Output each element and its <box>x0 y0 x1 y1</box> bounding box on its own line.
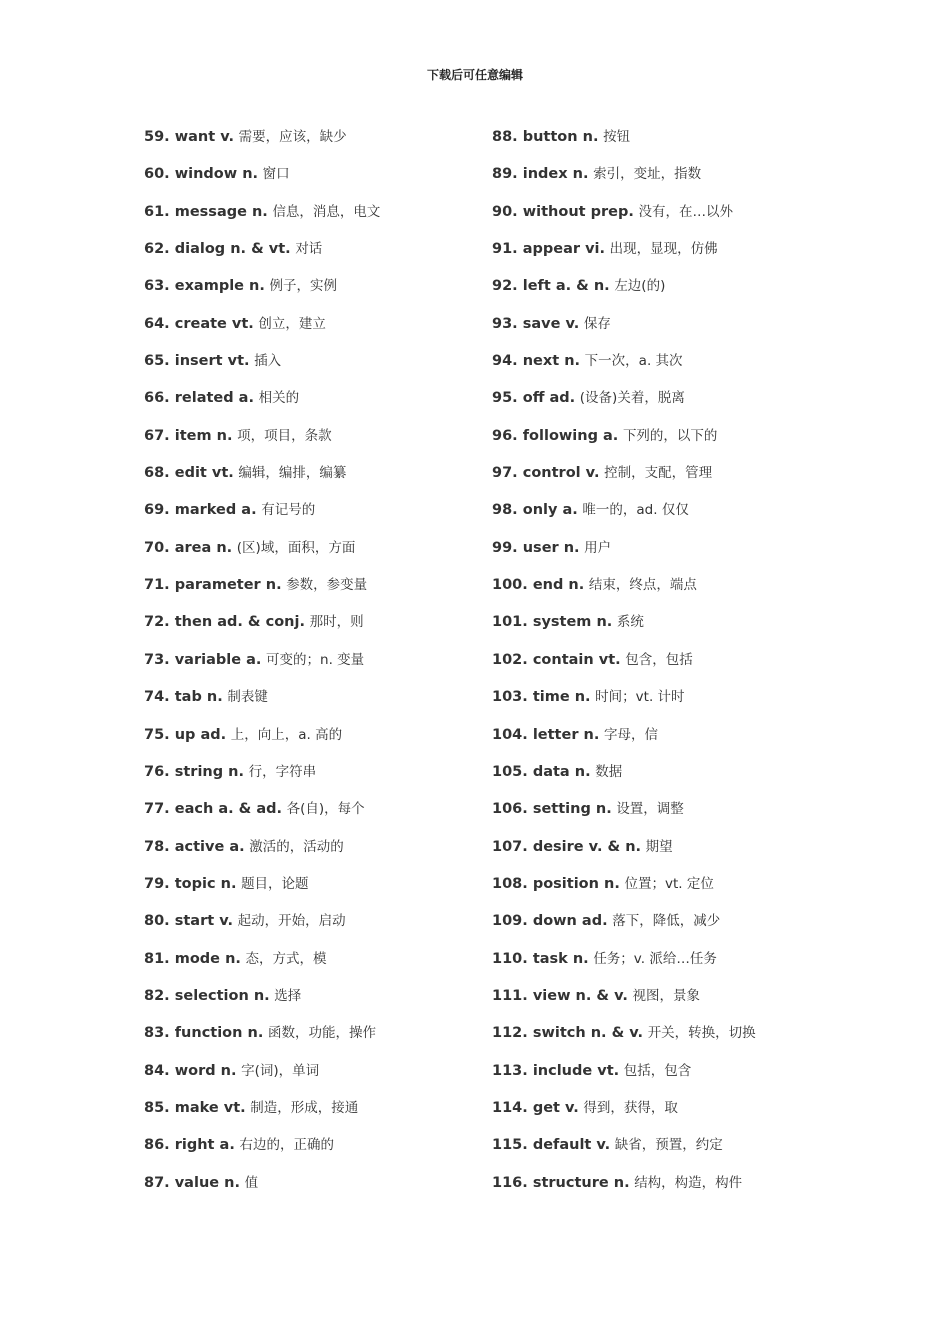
vocab-meaning: 任务；v. 派给…任务 <box>593 950 717 967</box>
vocab-meaning: 可变的；n. 变量 <box>266 651 365 668</box>
vocab-meaning: (区)域，面积，方面 <box>236 539 356 556</box>
vocab-meaning: 包括，包含 <box>623 1062 692 1079</box>
vocab-meaning: 下一次，a. 其次 <box>584 353 683 370</box>
vocab-word: 116. structure n. <box>492 1174 630 1191</box>
vocab-entry <box>144 277 484 314</box>
vocab-meaning: 落下，降低，减少 <box>612 913 721 930</box>
vocab-entry <box>144 987 484 1024</box>
vocab-word: 109. down ad. <box>492 913 608 930</box>
vocab-meaning: 缺省，预置，约定 <box>614 1137 723 1154</box>
vocab-meaning: 各(自)，每个 <box>286 801 365 818</box>
vocab-meaning: 出现，显现，仿佛 <box>609 241 718 258</box>
vocab-meaning: 激活的，活动的 <box>249 838 344 855</box>
vocab-entry <box>492 165 812 202</box>
vocab-meaning: 需要，应该，缺少 <box>238 129 347 145</box>
vocab-meaning: 起动，开始，启动 <box>237 913 346 930</box>
vocab-meaning: 有记号的 <box>261 502 316 519</box>
vocab-word: 67. item n. <box>144 427 233 444</box>
vocab-meaning: 制造，形成，接通 <box>250 1099 359 1116</box>
vocab-meaning: 唯一的，ad. 仅仅 <box>582 502 689 519</box>
vocab-entry <box>492 501 812 538</box>
vocab-word: 86. right a. <box>144 1137 235 1154</box>
vocab-entry <box>492 277 812 314</box>
vocab-entry <box>492 912 812 949</box>
vocab-word: 71. parameter n. <box>144 577 282 594</box>
vocab-entry <box>492 1024 812 1061</box>
vocab-entry <box>144 427 484 464</box>
vocab-meaning: 得到，获得，取 <box>583 1099 678 1116</box>
vocab-word: 82. selection n. <box>144 987 270 1004</box>
vocab-meaning: 按钮 <box>603 129 631 145</box>
vocab-word: 108. position n. <box>492 875 620 892</box>
vocab-word: 101. system n. <box>492 614 613 631</box>
vocab-entry <box>144 838 484 875</box>
vocab-entry <box>144 501 484 538</box>
vocab-word: 100. end n. <box>492 577 585 594</box>
vocab-entry <box>144 950 484 987</box>
vocab-entry <box>492 763 812 800</box>
vocab-entry <box>492 203 812 240</box>
vocab-word: 62. dialog n. & vt. <box>144 241 291 258</box>
vocab-meaning: 用户 <box>584 539 612 556</box>
vocab-meaning: (设备)关着，脱离 <box>579 390 685 407</box>
vocab-meaning: 窗口 <box>262 166 290 183</box>
vocab-word: 76. string n. <box>144 763 244 780</box>
vocab-meaning: 位置；vt. 定位 <box>624 875 714 892</box>
vocab-entry <box>144 912 484 949</box>
vocab-entry <box>144 875 484 912</box>
vocab-word: 60. window n. <box>144 166 259 183</box>
vocab-entry <box>144 1024 484 1061</box>
vocab-meaning: 设置，调整 <box>616 801 684 818</box>
vocab-entry <box>492 1174 812 1211</box>
vocab-entry <box>492 427 812 464</box>
vocab-entry <box>492 688 812 725</box>
vocab-meaning: 编辑，编排，编纂 <box>238 465 347 482</box>
vocab-entry <box>144 1136 484 1173</box>
vocab-meaning: 制表键 <box>227 689 268 706</box>
vocab-meaning: 保存 <box>583 315 611 332</box>
vocab-entry <box>144 613 484 650</box>
vocab-word: 98. only a. <box>492 502 578 519</box>
vocab-word: 94. next n. <box>492 353 581 370</box>
vocab-entry <box>144 128 484 165</box>
vocab-word: 110. task n. <box>492 950 589 967</box>
vocab-meaning: 数据 <box>595 763 623 780</box>
page-header: 下载后可任意编辑 <box>426 68 523 82</box>
vocab-entry <box>144 651 484 688</box>
vocab-word: 89. index n. <box>492 166 589 183</box>
vocab-meaning: 选择 <box>274 987 302 1004</box>
vocab-entry <box>144 1062 484 1099</box>
vocab-meaning: 视图，景象 <box>632 987 700 1004</box>
vocab-entry <box>492 800 812 837</box>
vocab-word: 99. user n. <box>492 539 580 556</box>
vocab-word: 87. value n. <box>144 1174 240 1191</box>
vocab-word: 93. save v. <box>492 315 580 332</box>
vocab-word: 114. get v. <box>492 1099 579 1116</box>
vocab-entry <box>144 464 484 501</box>
vocab-meaning: 相关的 <box>258 390 300 407</box>
vocab-entry <box>144 800 484 837</box>
vocab-word: 77. each a. & ad. <box>144 801 283 818</box>
vocab-meaning: 开关，转换，切换 <box>647 1025 756 1042</box>
vocab-meaning: 结构，构造，构件 <box>634 1174 743 1191</box>
vocab-meaning: 包含，包括 <box>625 651 693 668</box>
vocab-word: 85. make vt. <box>144 1099 246 1116</box>
vocab-meaning: 插入 <box>254 353 282 370</box>
vocab-word: 92. left a. & n. <box>492 278 610 295</box>
vocab-entry <box>492 726 812 763</box>
vocab-entry <box>492 464 812 501</box>
vocab-word: 72. then ad. & conj. <box>144 614 305 631</box>
vocab-word: 102. contain vt. <box>492 651 621 668</box>
vocab-word: 78. active a. <box>144 838 245 855</box>
vocab-word: 112. switch n. & v. <box>492 1025 644 1042</box>
vocab-word: 75. up ad. <box>144 726 227 743</box>
vocab-word: 59. want v. <box>144 129 234 145</box>
vocab-entry <box>144 726 484 763</box>
vocab-entry <box>144 240 484 277</box>
vocab-entry <box>144 203 484 240</box>
vocab-word: 61. message n. <box>144 203 268 220</box>
vocab-entry <box>492 352 812 389</box>
vocabulary-column-right <box>492 128 812 1211</box>
vocab-meaning: 题目，论题 <box>241 875 309 892</box>
vocab-entry <box>492 613 812 650</box>
vocab-meaning: 下列的，以下的 <box>622 427 718 444</box>
vocab-word: 65. insert vt. <box>144 353 250 370</box>
vocab-meaning: 行，字符串 <box>248 763 317 780</box>
vocab-entry <box>144 165 484 202</box>
vocab-meaning: 项，项目，条款 <box>237 427 332 444</box>
vocab-entry <box>144 688 484 725</box>
vocab-meaning: 对话 <box>295 241 323 258</box>
vocab-meaning: 结束，终点，端点 <box>588 577 697 594</box>
vocab-entry <box>144 1099 484 1136</box>
vocab-meaning: 态，方式，模 <box>245 950 327 967</box>
vocab-entry <box>144 576 484 613</box>
vocab-word: 68. edit vt. <box>144 465 234 482</box>
vocab-word: 63. example n. <box>144 278 265 295</box>
vocab-meaning: 创立，建立 <box>258 315 326 332</box>
vocab-meaning: 没有，在…以外 <box>638 203 733 220</box>
vocab-entry <box>492 651 812 688</box>
vocab-word: 115. default v. <box>492 1137 611 1154</box>
vocab-word: 83. function n. <box>144 1025 264 1042</box>
vocab-entry <box>492 240 812 277</box>
vocab-word: 73. variable a. <box>144 651 262 668</box>
vocab-meaning: 系统 <box>616 614 644 631</box>
vocab-word: 91. appear vi. <box>492 241 606 258</box>
vocab-entry <box>144 352 484 389</box>
vocab-word: 66. related a. <box>144 390 254 407</box>
vocab-word: 103. time n. <box>492 689 591 706</box>
vocab-word: 104. letter n. <box>492 726 600 743</box>
vocab-word: 90. without prep. <box>492 203 634 220</box>
vocab-entry <box>492 389 812 426</box>
vocab-meaning: 例子，实例 <box>269 278 337 295</box>
vocab-meaning: 字(词)，单词 <box>241 1062 320 1079</box>
vocab-meaning: 时间；vt. 计时 <box>595 689 685 706</box>
vocab-meaning: 索引，变址，指数 <box>593 166 702 183</box>
vocab-entry <box>492 576 812 613</box>
vocab-entry <box>492 539 812 576</box>
vocab-word: 80. start v. <box>144 913 233 930</box>
vocab-meaning: 那时，则 <box>309 614 364 631</box>
vocab-entry <box>492 1099 812 1136</box>
vocab-word: 64. create vt. <box>144 315 254 332</box>
vocab-meaning: 参数，参变量 <box>286 577 368 594</box>
vocab-meaning: 上，向上，a. 高的 <box>230 726 343 743</box>
vocab-word: 95. off ad. <box>492 390 576 407</box>
vocab-word: 79. topic n. <box>144 875 237 892</box>
vocab-word: 74. tab n. <box>144 689 223 706</box>
vocab-word: 105. data n. <box>492 763 591 780</box>
vocab-word: 70. area n. <box>144 539 233 556</box>
vocab-meaning: 字母，信 <box>603 726 658 743</box>
vocab-word: 96. following a. <box>492 427 619 444</box>
vocab-entry <box>492 875 812 912</box>
vocab-entry <box>492 950 812 987</box>
vocab-word: 84. word n. <box>144 1062 237 1079</box>
vocab-entry <box>492 315 812 352</box>
vocab-word: 97. control v. <box>492 465 600 482</box>
vocab-meaning: 期望 <box>645 838 673 855</box>
vocab-word: 69. marked a. <box>144 502 257 519</box>
vocab-entry <box>144 389 484 426</box>
vocab-word: 88. button n. <box>492 129 599 145</box>
vocab-entry <box>144 315 484 352</box>
vocab-entry <box>492 128 812 165</box>
vocab-entry <box>492 1136 812 1173</box>
vocab-entry <box>144 539 484 576</box>
vocab-entry <box>144 1174 484 1211</box>
vocab-entry <box>492 838 812 875</box>
vocab-word: 107. desire v. & n. <box>492 838 642 855</box>
vocab-entry <box>144 763 484 800</box>
vocab-entry <box>492 987 812 1024</box>
vocab-meaning: 函数，功能，操作 <box>267 1025 376 1042</box>
vocab-word: 113. include vt. <box>492 1062 620 1079</box>
vocab-word: 111. view n. & v. <box>492 987 628 1004</box>
vocab-meaning: 值 <box>244 1174 259 1191</box>
vocab-entry <box>492 1062 812 1099</box>
vocab-meaning: 左边(的) <box>614 278 666 295</box>
vocab-meaning: 控制，支配，管理 <box>604 465 713 482</box>
vocab-meaning: 右边的，正确的 <box>239 1137 334 1154</box>
vocab-word: 81. mode n. <box>144 950 241 967</box>
vocab-meaning: 信息，消息，电文 <box>272 203 381 220</box>
vocab-word: 106. setting n. <box>492 801 612 818</box>
vocabulary-column-left <box>144 128 484 1211</box>
